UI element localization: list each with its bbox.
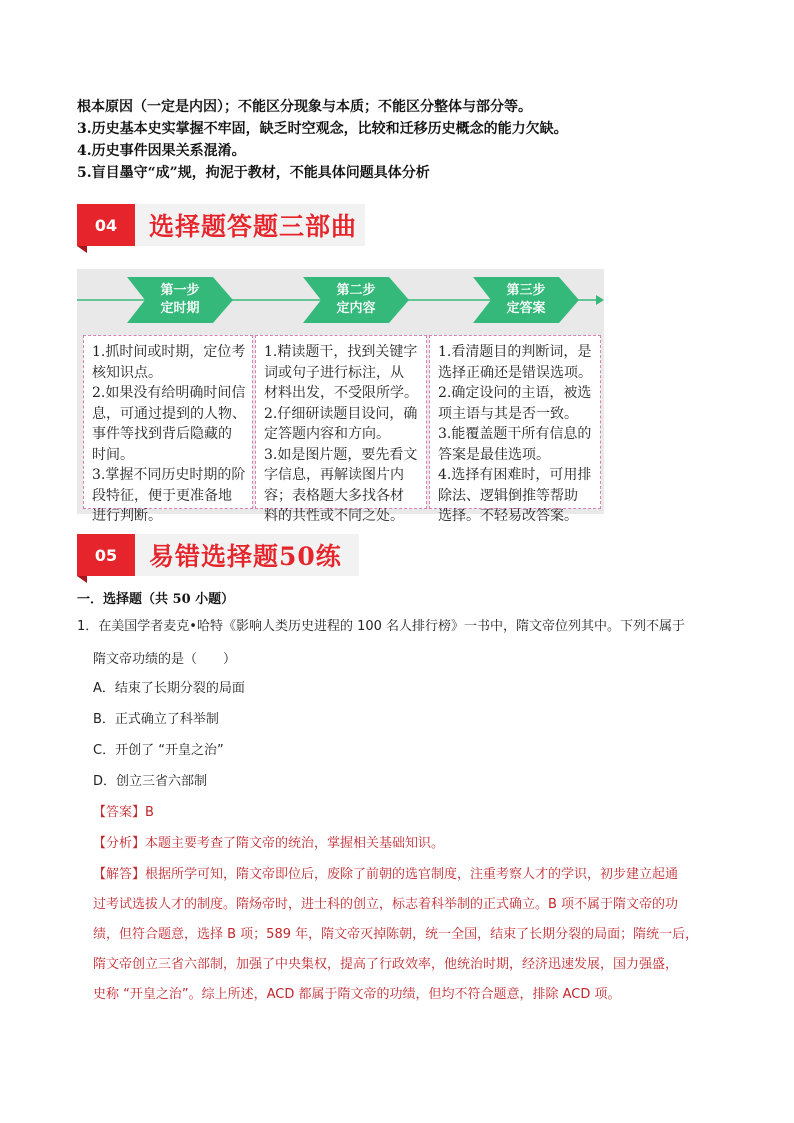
analysis-line [93, 829, 444, 859]
box-line: 料的共性或不同之处。 [264, 508, 404, 524]
section-title: 易错选择题50练 [149, 542, 342, 571]
box-line: 词或句子进行标注，从 [264, 364, 404, 381]
solution-line: 过考试选拔人才的制度。隋炀帝时，进士科的创立，标志着科举制的正式确立。B 项不属于隋文帝的功 [93, 897, 679, 912]
intro-line: 3.历史基本史实掌握不牢固，缺乏时空观念，比较和迁移历史概念的能力欠缺。 [77, 121, 568, 137]
box-line: 3.能覆盖题干所有信息的 [438, 426, 592, 442]
section-number: 04 [77, 204, 135, 246]
option-d: D．创立三省六部制 [93, 774, 208, 789]
box-line: 项主语与其是否一致。 [438, 405, 578, 422]
step-badge-3 [473, 277, 579, 323]
solution-line: 绩，但符合题意，选择 B 项；589 年，隋文帝灭掉陈朝，统一全国，结束了长期分裂的局面；隋统一后， [93, 927, 699, 942]
box-line: 时间。 [92, 446, 134, 463]
step-label: 第一步 [160, 283, 200, 298]
step-badge-1 [127, 277, 233, 323]
intro-text [77, 96, 757, 184]
question-stem-cont: 隋文帝功绩的是（ ） [93, 652, 237, 667]
box-line: 选择。不轻易改答案。 [438, 508, 578, 524]
box-line: 息，可通过提到的人物、 [92, 405, 246, 422]
box-line: 1.精读题干，找到关键字 [264, 344, 418, 360]
step-label: 第二步 [336, 283, 376, 298]
box-line: 段特征，便于更准备地 [92, 487, 232, 504]
solution-line: 史称 “开皇之治”。综上所述，ACD 都属于隋文帝的功绩，但均不符合题意，排除 ACD 项。 [93, 987, 621, 1002]
box-line: 进行判断。 [92, 508, 162, 524]
box-line: 1.抓时间或时期，定位考 [92, 344, 246, 360]
option-b: B．正式确立了科举制 [93, 712, 219, 727]
section-number: 05 [77, 534, 135, 576]
step-box-2 [255, 335, 427, 524]
box-line: 选择正确还是错误选项。 [438, 364, 592, 381]
box-line: 除法、逻辑倒推等帮助 [438, 487, 578, 504]
steps-diagram [77, 269, 604, 524]
question-stem: 1．在美国学者麦克•哈特《影响人类历史进程的 100 名人排行榜》一书中，隋文帝位列其中。下列不属于 [77, 619, 686, 634]
answer-line [93, 798, 154, 828]
box-line: 材料出发，不受限所学。 [264, 385, 418, 401]
intro-line: 4.历史事件因果关系混淆。 [77, 143, 246, 159]
box-line: 字信息，再解读图片内 [264, 467, 404, 483]
box-line: 答案是最佳选项。 [438, 446, 550, 463]
box-line: 核知识点。 [92, 364, 162, 381]
box-line: 3.掌握不同历史时期的阶 [92, 467, 246, 483]
option-c: C．开创了 “开皇之治” [93, 743, 224, 758]
box-line: 2.如果没有给明确时间信 [92, 385, 246, 401]
step-box-3 [429, 335, 601, 524]
box-line: 1.看清题目的判断词，是 [438, 344, 592, 360]
box-line: 4.选择有困难时，可用排 [438, 467, 592, 483]
box-line: 3.如是图片题，要先看文 [264, 446, 418, 463]
solution-line: 根据所学可知，隋文帝即位后，废除了前朝的选官制度，注重考察人才的学识，初步建立起通 [145, 867, 679, 882]
analysis-text: 本题主要考查了隋文帝的统治，掌握相关基础知识。 [145, 836, 445, 851]
answer-tag: 【答案】 [93, 805, 146, 820]
answer-value: B [145, 805, 154, 820]
box-line: 2.确定设问的主语，被选 [438, 385, 592, 401]
box-line: 定答题内容和方向。 [264, 426, 390, 442]
section-header-04 [77, 204, 365, 246]
solution-tag: 【解答】 [93, 867, 146, 882]
section-title: 选择题答题三部曲 [149, 212, 358, 241]
intro-line: 根本原因（一定是内因）；不能区分现象与本质；不能区分整体与部分等。 [77, 99, 532, 115]
step-badge-2 [303, 277, 409, 323]
box-line: 事件等找到背后隐藏的 [92, 426, 232, 442]
step-label: 第三步 [506, 283, 546, 298]
step-label: 定内容 [336, 301, 376, 316]
analysis-tag: 【分析】 [93, 836, 146, 851]
step-label: 定时期 [160, 301, 200, 316]
step-box-1 [83, 335, 253, 524]
intro-line: 5.盲目墨守“成”规，拘泥于教材，不能具体问题具体分析 [77, 165, 430, 181]
section-label: 一．选择题（共 50 小题） [77, 592, 235, 607]
box-line: 2.仔细研读题目设问，确 [264, 405, 418, 422]
box-line: 容；表格题大多找各材 [264, 487, 404, 504]
solution-line: 隋文帝创立三省六部制，加强了中央集权，提高了行政效率，他统治时期，经济迅速发展，国力强盛， [93, 957, 679, 972]
option-a: A．结束了长期分裂的局面 [93, 681, 245, 696]
section-header-05 [77, 534, 359, 576]
step-label: 定答案 [506, 301, 546, 316]
solution-block [93, 860, 698, 1010]
